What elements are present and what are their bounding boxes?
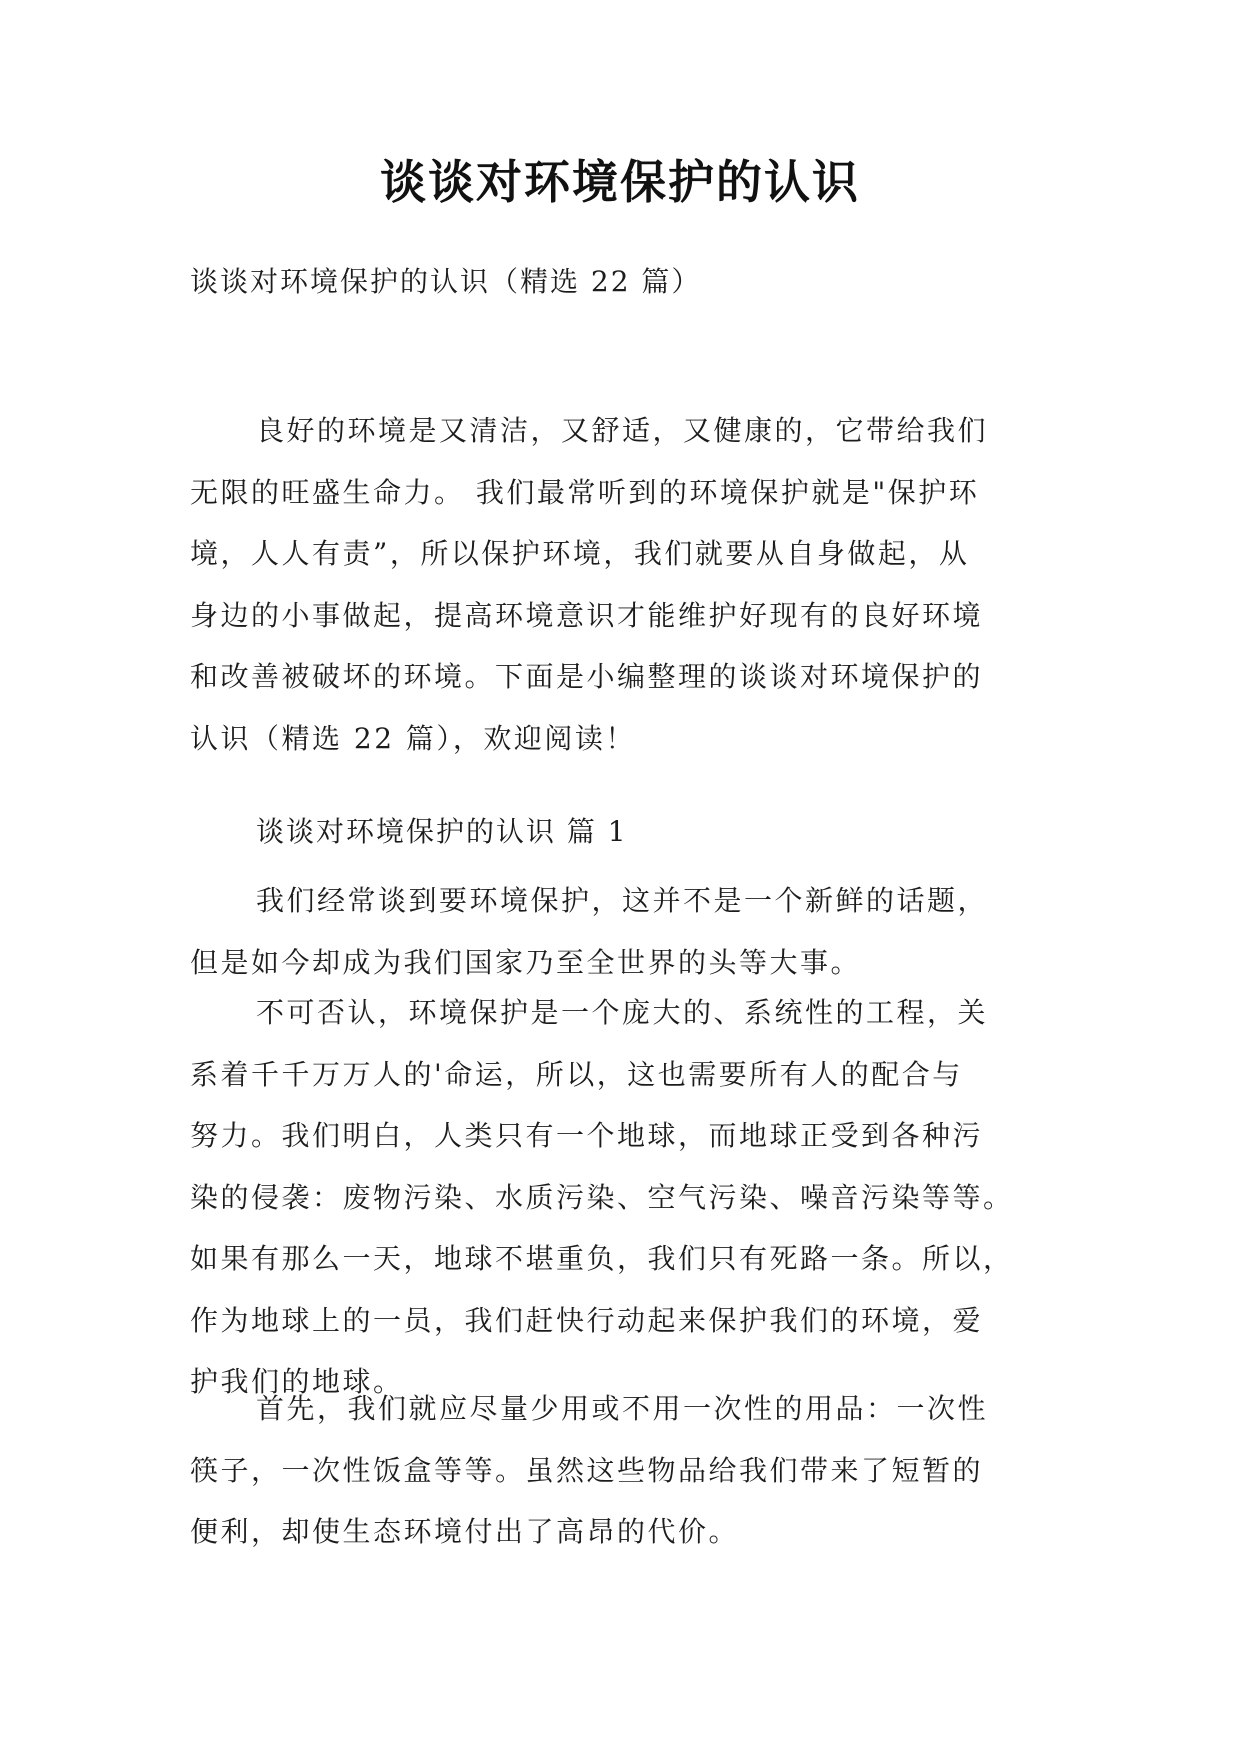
paragraph-2 (190, 982, 1050, 1413)
paragraph-line: 努力。我们明白，人类只有一个地球，而地球正受到各种污 (190, 1119, 984, 1152)
paragraph-line: 但是如今却成为我们国家乃至全世界的头等大事。 (190, 945, 862, 979)
paragraph-3 (190, 1378, 1050, 1563)
paragraph-line: 如果有那么一天，地球不堪重负，我们只有死路一条。所以， (190, 1242, 1014, 1275)
intro-line: 无限的旺盛生命力。 我们最常听到的环境保护就是"保护环 (190, 475, 980, 509)
paragraph-line: 染的侵袭：废物污染、水质污染、空气污染、噪音污染等等。 (190, 1180, 1014, 1214)
paragraph-line: 我们经常谈到要环境保护，这并不是一个新鲜的话题， (256, 884, 989, 917)
paragraph-line: 作为地球上的一员，我们赶快行动起来保护我们的环境，爱 (190, 1303, 984, 1337)
intro-line: 认识（精选 22 篇），欢迎阅读！ (190, 721, 636, 755)
intro-line: 良好的环境是又清洁，又舒适，又健康的，它带给我们 (256, 414, 989, 447)
paragraph-line: 筷子，一次性饭盒等等。虽然这些物品给我们带来了短暂的 (190, 1453, 984, 1487)
paragraph-line: 系着千千万万人的'命运，所以，这也需要所有人的配合与 (190, 1057, 963, 1091)
intro-line: 和改善被破坏的环境。下面是小编整理的谈谈对环境保护的 (190, 660, 984, 693)
document-title: 谈谈对环境保护的认识 (380, 155, 860, 209)
paragraph-line: 不可否认，环境保护是一个庞大的、系统性的工程，关 (256, 996, 989, 1029)
paragraph-line: 护我们的地球。 (190, 1365, 404, 1398)
document-subtitle: 谈谈对环境保护的认识（精选 22 篇） (190, 265, 702, 298)
intro-paragraph (190, 400, 1050, 769)
intro-line: 身边的小事做起，提高环境意识才能维护好现有的良好环境 (190, 598, 984, 632)
paragraph-line: 便利，却使生态环境付出了高昂的代价。 (190, 1515, 740, 1548)
section-heading: 谈谈对环境保护的认识 篇 1 (256, 815, 628, 848)
intro-line: 境，人人有责”，所以保护环境，我们就要从自身做起，从 (190, 537, 970, 570)
paragraph-1 (190, 870, 1050, 993)
paragraph-line: 首先，我们就应尽量少用或不用一次性的用品：一次性 (256, 1392, 989, 1425)
